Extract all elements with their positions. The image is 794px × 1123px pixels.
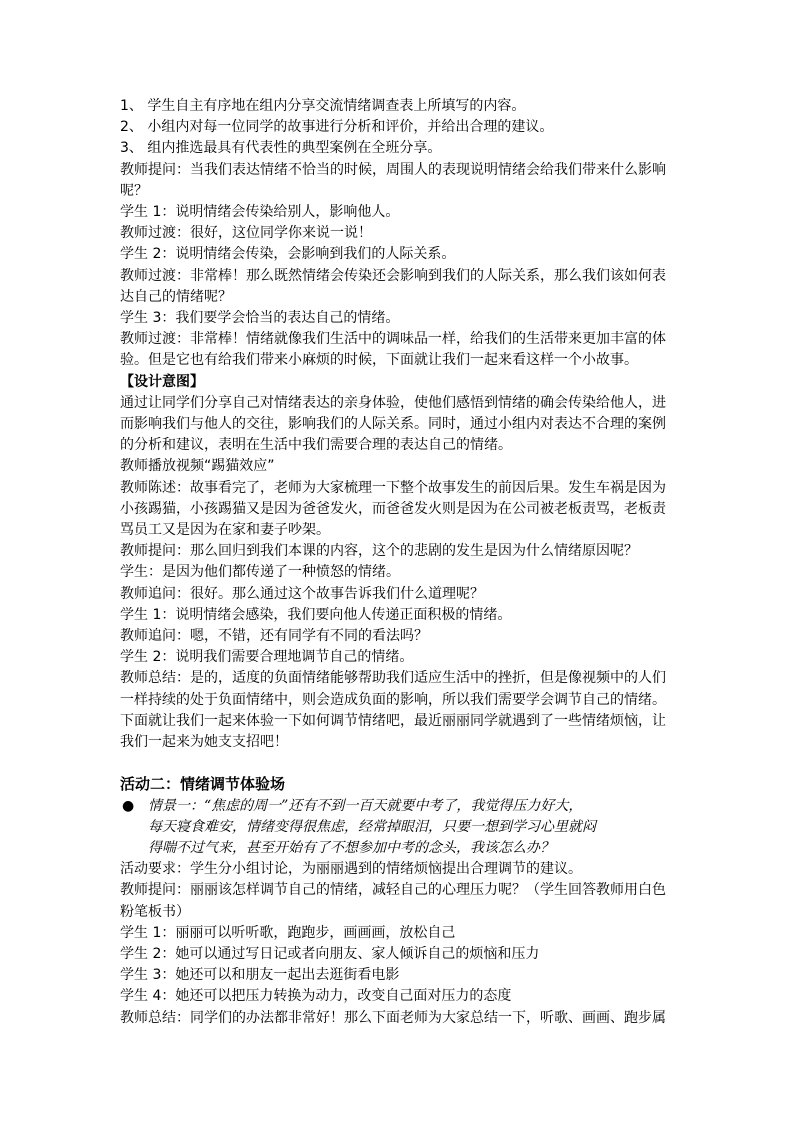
- text-line: 教师提问：丽丽该怎样调节自己的情绪，减轻自己的心理压力呢？（学生回答教师用白色: [120, 882, 666, 899]
- text-line: 2、 小组内对每一位同学的故事进行分析和评价，并给出合理的建议。: [120, 119, 554, 136]
- text-line: 教师提问：当我们表达情绪不恰当的时候，周围人的表现说明情绪会给我们带来什么影响: [120, 161, 666, 178]
- text-line: 学生：是因为他们都传递了一种愤怒的情绪。: [120, 564, 400, 581]
- text-line: 学生 3：我们要学会恰当的表达自己的情绪。: [120, 310, 400, 327]
- text-line: 通过让同学们分享自己对情绪表达的亲身体验，使他们感悟到情绪的确会传染给他人，进: [120, 394, 666, 411]
- text-line: 学生 1：说明情绪会感染，我们要向他人传递正面积极的情绪。: [120, 606, 512, 623]
- text-line: 学生 2：她可以通过写日记或者向朋友、家人倾诉自己的烦恼和压力: [120, 945, 540, 962]
- activity-heading: 活动二：情绪调节体验场: [120, 775, 286, 794]
- text-line: 学生 2：说明我们需要合理地调节自己的情绪。: [120, 649, 414, 666]
- scenario-line: 每天寝食难安，情绪变得很焦虑，经常掉眼泪，只要一想到学习心里就闷: [148, 818, 596, 835]
- design-section: [120, 393, 680, 753]
- text-line: 教师播放视频“踢猫效应”: [120, 458, 275, 475]
- text-line: 学生 1：丽丽可以听听歌，跑跑步，画画画，放松自己: [120, 924, 456, 941]
- activity-section: [120, 859, 680, 1029]
- text-line: 达自己的情绪呢？: [120, 288, 232, 305]
- text-line: 的分析和建议，表明在生活中我们需要合理的表达自己的情绪。: [120, 437, 512, 454]
- text-line: 呢？: [120, 182, 148, 199]
- text-line: 粉笔板书）: [120, 903, 190, 920]
- document-page: [120, 96, 680, 1029]
- text-line: 我们一起来为她支支招吧！: [120, 734, 288, 751]
- text-line: 学生 4：她还可以把压力转换为动力，改变自己面对压力的态度: [120, 988, 512, 1005]
- text-line: 3、 组内推选最具有代表性的典型案例在全班分享。: [120, 140, 442, 157]
- text-line: 教师过渡：非常棒！情绪就像我们生活中的调味品一样，给我们的生活带来更加丰富的体: [120, 331, 666, 348]
- text-line: 学生 1：说明情绪会传染给别人，影响他人。: [120, 204, 400, 221]
- text-line: 教师陈述：故事看完了，老师为大家梳理一下整个故事发生的前因后果。发生车祸是因为: [120, 479, 666, 496]
- text-line: 教师追问：嗯，不错，还有同学有不同的看法吗？: [120, 628, 428, 645]
- text-line: 教师过渡：非常棒！那么既然情绪会传染还会影响到我们的人际关系，那么我们该如何表: [120, 267, 666, 284]
- spacer: [120, 753, 680, 774]
- text-line: 学生 2：说明情绪会传染，会影响到我们的人际关系。: [120, 246, 456, 263]
- text-line: 小孩踢猫，小孩踢猫又是因为爸爸发火，而爸爸发火则是因为在公司被老板责骂，老板责: [120, 500, 666, 517]
- scenario-line: 得喘不过气来，甚至开始有了不想参加中考的念头，我该怎么办？: [148, 839, 554, 856]
- text-line: 下面就让我们一起来体验一下如何调节情绪吧，最近丽丽同学就遇到了一些情绪烦恼，让: [120, 712, 666, 729]
- text-line: 教师提问：那么回归到我们本课的内容，这个的悲剧的发生是因为什么情绪原因呢？: [120, 543, 638, 560]
- bullet-icon: ●: [122, 797, 135, 814]
- intro-section: [120, 96, 680, 372]
- text-line: 活动要求：学生分小组讨论，为丽丽遇到的情绪烦恼提出合理调节的建议。: [120, 861, 582, 878]
- text-line: 验。但是它也有给我们带来小麻烦的时候，下面就让我们一起来看这样一个小故事。: [120, 352, 638, 369]
- text-line: 学生 3：她还可以和朋友一起出去逛街看电影: [120, 967, 400, 984]
- text-line: 教师过渡：很好，这位同学你来说一说！: [120, 225, 372, 242]
- text-line: 骂员工又是因为在家和妻子吵架。: [120, 522, 330, 539]
- text-line: 一样持续的处于负面情绪中，则会造成负面的影响，所以我们需要学会调节自己的情绪。: [120, 691, 666, 708]
- design-intent-title: 【设计意图】: [120, 373, 204, 390]
- text-line: 1、 学生自主有序地在组内分享交流情绪调查表上所填写的内容。: [120, 98, 526, 114]
- text-line: 教师总结：是的，适度的负面情绪能够帮助我们适应生活中的挫折，但是像视频中的人们: [120, 670, 666, 687]
- scenario-line: 情景一：“焦虑的周一”还有不到一百天就要中考了，我觉得压力好大，: [148, 797, 583, 814]
- text-line: 教师总结：同学们的办法都非常好！那么下面老师为大家总结一下，听歌、画画、跑步属: [120, 1009, 666, 1026]
- text-line: 而影响我们与他人的交往，影响我们的人际关系。同时，通过小组内对表达不合理的案例: [120, 416, 666, 433]
- scenario-block: [120, 796, 680, 860]
- text-line: 教师追问：很好。那么通过这个故事告诉我们什么道理呢？: [120, 585, 484, 602]
